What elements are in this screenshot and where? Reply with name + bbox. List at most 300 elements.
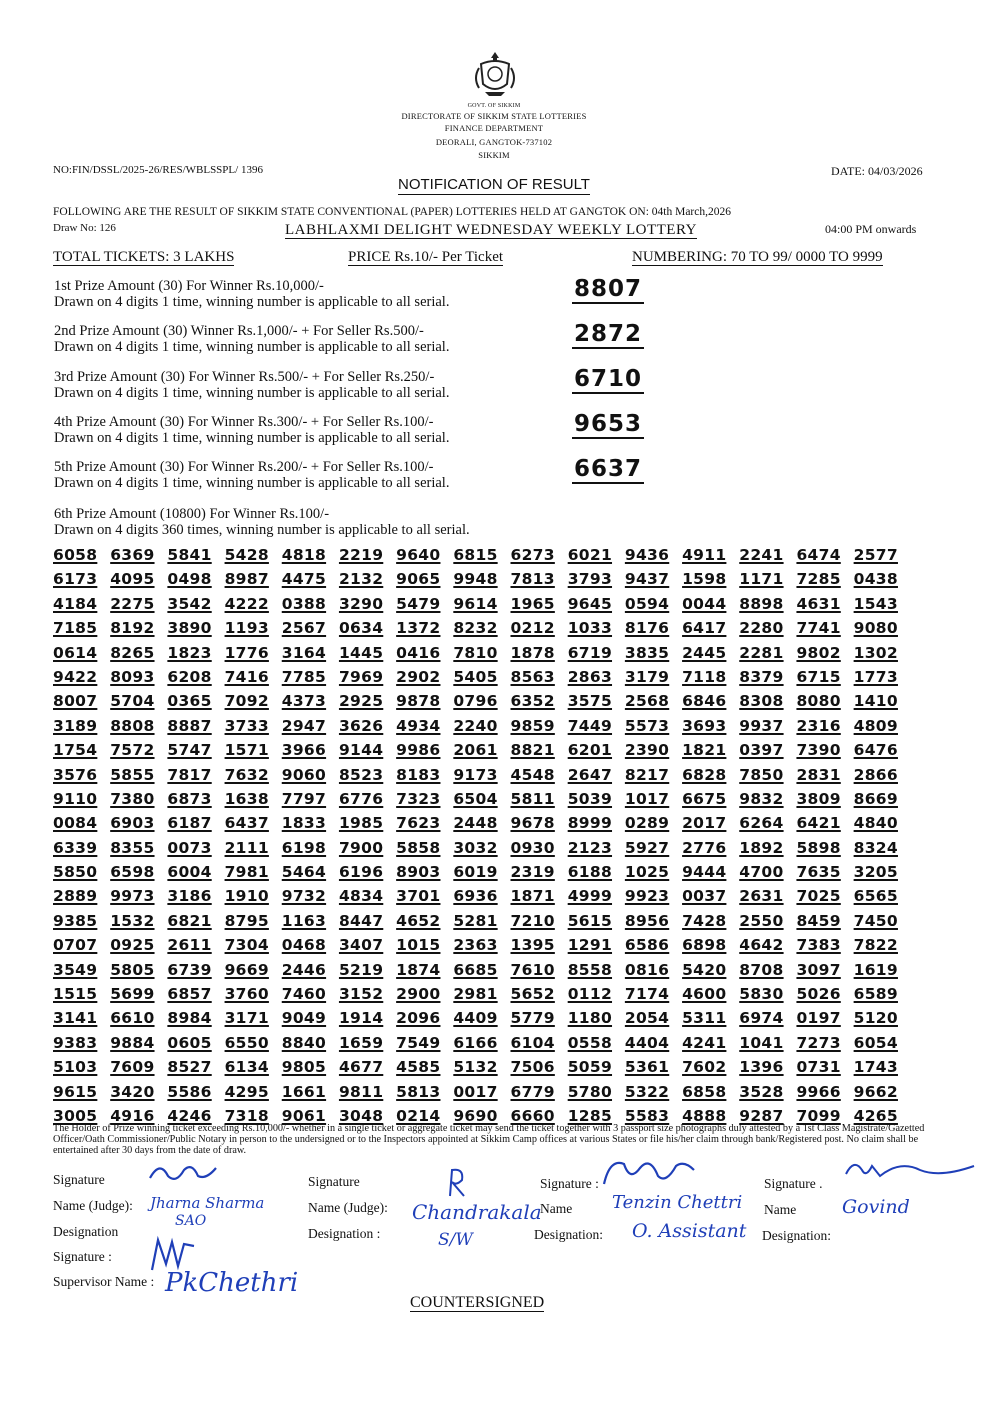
prize-6-number: 7428 bbox=[682, 911, 727, 930]
prize-6-number: 5704 bbox=[110, 692, 155, 711]
prize-6-number: 6821 bbox=[167, 911, 212, 930]
prize-6-number: 4095 bbox=[110, 570, 155, 589]
prize-6-number: 5850 bbox=[53, 863, 98, 882]
prize-6-number: 5464 bbox=[281, 863, 327, 882]
prize-6-number: 2219 bbox=[338, 546, 384, 564]
prize-6-number: 2280 bbox=[739, 619, 784, 638]
prize-6-number: 1823 bbox=[167, 643, 212, 662]
prize-6-number: 6476 bbox=[853, 741, 898, 760]
prize-6-number: 0214 bbox=[396, 1106, 441, 1125]
prize-6-number: 2889 bbox=[53, 887, 98, 906]
prize-6-number: 0558 bbox=[567, 1033, 613, 1052]
prize-6-number: 3549 bbox=[53, 960, 98, 979]
prize-6-number: 6715 bbox=[796, 667, 841, 686]
prize-6-number: 7785 bbox=[281, 667, 327, 686]
prize-6-number: 4888 bbox=[682, 1106, 727, 1125]
prize-6-number: 0037 bbox=[682, 887, 727, 906]
prize-6-number: 1396 bbox=[739, 1058, 784, 1077]
judge-3-designation-handwritten: O. Assistant bbox=[632, 1220, 747, 1242]
prize-2-description: 2nd Prize Amount (30) Winner Rs.1,000/- + For Seller Rs.500/- Drawn on 4 digits 1 time, winning number is applicable to all serial. bbox=[54, 323, 450, 355]
name-judge-label-1: Name (Judge): bbox=[53, 1198, 133, 1213]
name-label-4: Name bbox=[764, 1202, 797, 1217]
prize-6-number: 6873 bbox=[167, 789, 212, 808]
prize-6-number: 3793 bbox=[567, 570, 613, 589]
prize-6-number: 1661 bbox=[281, 1082, 327, 1101]
prize-6-number: 9065 bbox=[396, 570, 441, 589]
prize-6-number: 2111 bbox=[224, 838, 269, 857]
prize-6-number: 8708 bbox=[739, 960, 784, 979]
govt-emblem-icon bbox=[471, 50, 519, 104]
prize-6-number: 2567 bbox=[281, 619, 327, 638]
prize-6-number: 1543 bbox=[853, 594, 898, 613]
prize-6-number: 9937 bbox=[739, 716, 784, 735]
prize-6-number: 2611 bbox=[167, 936, 212, 955]
prize-6-number: 0468 bbox=[281, 936, 327, 955]
prize-6-number: 2363 bbox=[453, 936, 498, 955]
prize-6-number: 9948 bbox=[453, 570, 498, 589]
prize-6-number: 7635 bbox=[796, 863, 841, 882]
prize-6-number: 1017 bbox=[624, 789, 670, 808]
prize-6-number: 9878 bbox=[396, 692, 441, 711]
prize-6-number: 7817 bbox=[167, 765, 212, 784]
emblem-caption: GOVT. OF SIKKIM bbox=[467, 103, 521, 109]
prize-6-number: 0044 bbox=[682, 594, 727, 613]
prize-6-number: 8183 bbox=[396, 765, 441, 784]
header-line-directorate: DIRECTORATE OF SIKKIM STATE LOTTERIES bbox=[401, 111, 587, 121]
prize-6-number: 2061 bbox=[453, 741, 498, 760]
prize-6-number: 6858 bbox=[682, 1082, 727, 1101]
prize-6-number: 7460 bbox=[281, 985, 327, 1004]
prize-6-number: 9732 bbox=[281, 887, 327, 906]
prize-6-number: 9422 bbox=[53, 667, 98, 686]
draw-number: Draw No: 126 bbox=[53, 222, 116, 234]
prize-6-number: 6846 bbox=[682, 692, 727, 711]
prize-6-number: 4222 bbox=[224, 594, 269, 613]
prize-6-number: 6369 bbox=[110, 546, 155, 564]
prize-6-number: 9832 bbox=[739, 789, 784, 808]
prize-6-number: 7813 bbox=[510, 570, 555, 589]
prize-6-number: 5855 bbox=[110, 765, 155, 784]
prize-6-number: 7969 bbox=[338, 667, 384, 686]
prize-6-number: 3097 bbox=[796, 960, 841, 979]
prize-6-number: 8527 bbox=[167, 1058, 212, 1077]
prize-6-number: 3179 bbox=[624, 667, 670, 686]
judge-3-signature-scribble bbox=[600, 1154, 700, 1190]
prize-6-number: 6685 bbox=[453, 960, 498, 979]
prize-6-number: 9173 bbox=[453, 765, 498, 784]
prize-6-number: 4585 bbox=[396, 1058, 441, 1077]
judge-2-signature-scribble bbox=[444, 1166, 472, 1200]
designation-label-4: Designation: bbox=[762, 1228, 831, 1243]
prize-6-number: 5428 bbox=[224, 546, 269, 564]
prize-6-number: 2275 bbox=[110, 594, 155, 613]
prize-6-number: 4642 bbox=[739, 936, 784, 955]
prize-6-number: 6058 bbox=[53, 546, 98, 564]
prize-6-number: 3290 bbox=[338, 594, 384, 613]
prize-6-number: 5780 bbox=[567, 1082, 613, 1101]
prize-6-number: 0925 bbox=[110, 936, 155, 955]
prize-6-number: 5103 bbox=[53, 1058, 98, 1077]
judge-4-signature-scribble bbox=[840, 1156, 980, 1184]
prize-6-number: 2776 bbox=[682, 838, 727, 857]
prize-6-number: 0605 bbox=[167, 1033, 212, 1052]
prize-6-number: 5219 bbox=[338, 960, 384, 979]
prize-6-number: 2240 bbox=[453, 716, 498, 735]
prize-6-number: 7632 bbox=[224, 765, 269, 784]
prize-6-number: 1985 bbox=[338, 814, 384, 833]
prize-6-number: 9385 bbox=[53, 911, 98, 930]
lottery-name: LABHLAXMI DELIGHT WEDNESDAY WEEKLY LOTTERY bbox=[285, 222, 697, 238]
prize-6-number: 0365 bbox=[167, 692, 212, 711]
prize-6-number: 8324 bbox=[853, 838, 898, 857]
prize-6-number: 2281 bbox=[739, 643, 784, 662]
prize-6-number: 2866 bbox=[853, 765, 898, 784]
prize-6-number: 5405 bbox=[453, 667, 498, 686]
prize-6-number: 8898 bbox=[739, 594, 784, 613]
prize-6-number: 8232 bbox=[453, 619, 498, 638]
prize-6-number: 8355 bbox=[110, 838, 155, 857]
prize-6-number: 7572 bbox=[110, 741, 155, 760]
prize-6-number: 2863 bbox=[567, 667, 613, 686]
prize-6-number: 2831 bbox=[796, 765, 841, 784]
prize-6-number: 6660 bbox=[510, 1106, 555, 1125]
prize-6-number: 3420 bbox=[110, 1082, 155, 1101]
prize-6-number: 6815 bbox=[453, 546, 498, 564]
prize-6-number: 1743 bbox=[853, 1058, 898, 1077]
prize-6-number: 9662 bbox=[853, 1082, 898, 1101]
prize-6-number: 9640 bbox=[396, 546, 441, 564]
prize-6-number: 8840 bbox=[281, 1033, 327, 1052]
prize-6-number: 7810 bbox=[453, 643, 498, 662]
prize-6-number: 2017 bbox=[682, 814, 727, 833]
prize-6-number: 8176 bbox=[624, 619, 670, 638]
prize-6-number: 1914 bbox=[338, 1009, 384, 1028]
prize-6-number: 6004 bbox=[167, 863, 212, 882]
prize-6-number: 6898 bbox=[682, 936, 727, 955]
prize-6-number: 8447 bbox=[338, 911, 384, 930]
prize-6-number: 2577 bbox=[853, 546, 898, 564]
prize-6-number: 7549 bbox=[396, 1033, 441, 1052]
prize-6-number: 5615 bbox=[567, 911, 613, 930]
prize-6-number: 7273 bbox=[796, 1033, 841, 1052]
prize-6-number: 9287 bbox=[739, 1106, 784, 1125]
prize-6-number: 6104 bbox=[510, 1033, 555, 1052]
prize-6-number: 1163 bbox=[281, 911, 327, 930]
prize-6-number: 5652 bbox=[510, 985, 555, 1004]
prize-6-number: 8887 bbox=[167, 716, 212, 735]
prize-6-number: 3576 bbox=[53, 765, 98, 784]
prize-6-number: 8903 bbox=[396, 863, 441, 882]
prize-6-number: 9615 bbox=[53, 1082, 98, 1101]
prize-6-number: 8821 bbox=[510, 741, 555, 760]
prize-6-number: 0634 bbox=[338, 619, 384, 638]
prize-6-number: 9859 bbox=[510, 716, 555, 735]
prize-6-number: 4916 bbox=[110, 1106, 155, 1125]
prize-6-number: 6198 bbox=[281, 838, 327, 857]
prize-6-number: 9437 bbox=[624, 570, 670, 589]
prize-6-number: 0930 bbox=[510, 838, 555, 857]
prize-6-number: 6437 bbox=[224, 814, 269, 833]
prize-6-number: 1965 bbox=[510, 594, 555, 613]
prize-6-number: 2925 bbox=[338, 692, 384, 711]
prize-6-number: 2568 bbox=[624, 692, 670, 711]
prize-6-number: 9080 bbox=[853, 619, 898, 638]
prize-6-number: 0084 bbox=[53, 814, 98, 833]
prize-6-number: 7797 bbox=[281, 789, 327, 808]
prize-6-number: 5420 bbox=[682, 960, 727, 979]
prize-6-number: 9061 bbox=[281, 1106, 327, 1125]
prize-6-number: 8795 bbox=[224, 911, 269, 930]
prize-6-number: 2631 bbox=[739, 887, 784, 906]
prize-6-number: 5026 bbox=[796, 985, 841, 1004]
prize-6-number: 6173 bbox=[53, 570, 98, 589]
prize-6-number: 0416 bbox=[396, 643, 441, 662]
prize-6-number: 3407 bbox=[338, 936, 384, 955]
prize-6-number: 9444 bbox=[682, 863, 727, 882]
prize-6-number: 4700 bbox=[739, 863, 784, 882]
prize-6-number: 3189 bbox=[53, 716, 98, 735]
prize-6-number: 0388 bbox=[281, 594, 327, 613]
prize-6-number: 4600 bbox=[682, 985, 727, 1004]
prize-6-number: 7609 bbox=[110, 1058, 155, 1077]
prize-6-number: 3205 bbox=[853, 863, 898, 882]
prize-6-number: 6857 bbox=[167, 985, 212, 1004]
prize-6-number: 6201 bbox=[567, 741, 613, 760]
prize-6-number: 3542 bbox=[167, 594, 212, 613]
prize-6-number: 6021 bbox=[567, 546, 613, 564]
signature-label-supervisor: Signature : bbox=[53, 1249, 112, 1264]
designation-label-3: Designation: bbox=[534, 1227, 603, 1242]
prize-6-number: 2132 bbox=[338, 570, 384, 589]
prize-6-number: 7450 bbox=[853, 911, 898, 930]
prize-6-number: 1821 bbox=[682, 741, 727, 760]
prize-6-number: 8217 bbox=[624, 765, 670, 784]
prize-6-number: 4911 bbox=[682, 546, 727, 564]
judge-4-name-handwritten: Govind bbox=[842, 1196, 910, 1218]
prize-6-number: 7610 bbox=[510, 960, 555, 979]
prize-6-number: 2900 bbox=[396, 985, 441, 1004]
prize-6-number: 5841 bbox=[167, 546, 212, 564]
prize-6-number: 6739 bbox=[167, 960, 212, 979]
prize-6-number: 4999 bbox=[567, 887, 613, 906]
prize-6-number: 9973 bbox=[110, 887, 155, 906]
prize-6-number: 6589 bbox=[853, 985, 898, 1004]
prize-6-number: 9966 bbox=[796, 1082, 841, 1101]
prize-6-number: 4373 bbox=[281, 692, 327, 711]
prize-6-number: 1302 bbox=[853, 643, 898, 662]
prize-6-number: 4840 bbox=[853, 814, 898, 833]
prize-6-number: 4475 bbox=[281, 570, 327, 589]
prize-6-number: 1773 bbox=[853, 667, 898, 686]
prize-6-number: 7822 bbox=[853, 936, 898, 955]
prize-6-number: 5699 bbox=[110, 985, 155, 1004]
prize-6-number: 9383 bbox=[53, 1033, 98, 1052]
prize-6-number: 2316 bbox=[796, 716, 841, 735]
prize-6-number: 2319 bbox=[510, 863, 555, 882]
prize-6-number: 9986 bbox=[396, 741, 441, 760]
prize-6-number: 2123 bbox=[567, 838, 613, 857]
page-title: NOTIFICATION OF RESULT bbox=[398, 176, 590, 193]
total-tickets: TOTAL TICKETS: 3 LAKHS bbox=[53, 249, 235, 265]
prize-6-number: 7602 bbox=[682, 1058, 727, 1077]
prize-6-number: 0438 bbox=[853, 570, 898, 589]
prize-6-number: 7285 bbox=[796, 570, 841, 589]
prize-6-number: 6208 bbox=[167, 667, 212, 686]
prize-6-number: 5059 bbox=[567, 1058, 613, 1077]
prize-6-number: 6776 bbox=[338, 789, 384, 808]
prize-6-number: 1571 bbox=[224, 741, 269, 760]
prize-6-number: 5361 bbox=[624, 1058, 670, 1077]
prize-6-number: 3164 bbox=[281, 643, 327, 662]
judge-2-name-handwritten: Chandrakala bbox=[412, 1200, 542, 1224]
prize-6-number: 9884 bbox=[110, 1033, 155, 1052]
prize-4-description: 4th Prize Amount (30) For Winner Rs.300/- + For Seller Rs.100/- Drawn on 4 digits 1 time, winning number is applicable to all serial. bbox=[54, 414, 450, 446]
prize-6-number: 6719 bbox=[567, 643, 613, 662]
prize-6-number: 6474 bbox=[796, 546, 841, 564]
prize-6-number: 9923 bbox=[624, 887, 670, 906]
prize-6-number: 4677 bbox=[338, 1058, 384, 1077]
prize-6-number: 7025 bbox=[796, 887, 841, 906]
prize-6-number: 0073 bbox=[167, 838, 212, 857]
prize-6-number: 3809 bbox=[796, 789, 841, 808]
prize-6-number: 2550 bbox=[739, 911, 784, 930]
prize-6-number: 5281 bbox=[453, 911, 498, 930]
prize-6-number: 4295 bbox=[224, 1082, 269, 1101]
prize-6-number: 9811 bbox=[338, 1082, 384, 1101]
prize-6-number: 5747 bbox=[167, 741, 212, 760]
prize-6-number: 6339 bbox=[53, 838, 98, 857]
prize-6-number: 2096 bbox=[396, 1009, 441, 1028]
ticket-price: PRICE Rs.10/- Per Ticket bbox=[348, 249, 504, 265]
prize-6-number: 1395 bbox=[510, 936, 555, 955]
designation-label-1: Designation bbox=[53, 1224, 119, 1239]
prize-6-number: 2054 bbox=[624, 1009, 670, 1028]
prize-6-number: 6610 bbox=[110, 1009, 155, 1028]
prize-6-number: 7099 bbox=[796, 1106, 841, 1125]
prize-6-number: 7210 bbox=[510, 911, 555, 930]
prize-6-number: 6421 bbox=[796, 814, 841, 833]
prize-6-number: 8984 bbox=[167, 1009, 212, 1028]
prize-6-number: 6187 bbox=[167, 814, 212, 833]
header-line-address: DEORALI, GANGTOK-737102 bbox=[435, 137, 553, 147]
name-label-3: Name bbox=[540, 1201, 573, 1216]
prize-6-number: 1033 bbox=[567, 619, 613, 638]
prize-6-number: 7323 bbox=[396, 789, 441, 808]
prize-6-number: 9669 bbox=[224, 960, 269, 979]
prize-6-number: 9110 bbox=[53, 789, 98, 808]
prize-6-number: 0397 bbox=[739, 741, 784, 760]
prize-6-number: 8007 bbox=[53, 692, 98, 711]
judge-1-signature-scribble bbox=[146, 1158, 226, 1186]
supervisor-name-handwritten: PkChethri bbox=[165, 1268, 299, 1298]
prize-6-number: 8808 bbox=[110, 716, 155, 735]
prize-6-description: 6th Prize Amount (10800) For Winner Rs.100/- Drawn on 4 digits 360 times, winning number is applicable to all serial. bbox=[54, 506, 470, 538]
prize-6-number: 6598 bbox=[110, 863, 155, 882]
prize-6-number: 0816 bbox=[624, 960, 670, 979]
prize-6-number: 5120 bbox=[853, 1009, 898, 1028]
prize-6-number: 1193 bbox=[224, 619, 269, 638]
prize-6-number: 1445 bbox=[338, 643, 384, 662]
prize-6-number: 9805 bbox=[281, 1058, 327, 1077]
prize-6-number: 6504 bbox=[453, 789, 498, 808]
judge-1-name-handwritten: Jharna Sharma bbox=[150, 1194, 265, 1212]
prize-6-number: 0614 bbox=[53, 643, 98, 662]
header-line-department: FINANCE DEPARTMENT bbox=[444, 123, 544, 133]
prize-6-number: 1410 bbox=[853, 692, 898, 711]
prize-6-number: 9436 bbox=[624, 546, 670, 564]
name-judge-label-2: Name (Judge): bbox=[308, 1200, 388, 1215]
prize-6-number: 6417 bbox=[682, 619, 727, 638]
prize-6-number: 1372 bbox=[396, 619, 441, 638]
prize-6-number: 9144 bbox=[338, 741, 384, 760]
prize-6-number: 0731 bbox=[796, 1058, 841, 1077]
prize-6-number: 1892 bbox=[739, 838, 784, 857]
prize-6-number: 4409 bbox=[453, 1009, 498, 1028]
prize-6-number: 2947 bbox=[281, 716, 327, 735]
prize-6-number: 5479 bbox=[396, 594, 441, 613]
prize-6-number: 6273 bbox=[510, 546, 555, 564]
prize-6-number: 0707 bbox=[53, 936, 98, 955]
prize-6-number: 6264 bbox=[739, 814, 784, 833]
prize-6-number: 7449 bbox=[567, 716, 613, 735]
signature-label-2: Signature bbox=[308, 1174, 360, 1189]
supervisor-name-label: Supervisor Name : bbox=[53, 1274, 155, 1289]
prize-6-number: 9802 bbox=[796, 643, 841, 662]
prize-6-number: 8308 bbox=[739, 692, 784, 711]
prize-6-number: 0112 bbox=[567, 985, 613, 1004]
prize-6-number: 8093 bbox=[110, 667, 155, 686]
prize-6-number: 8999 bbox=[567, 814, 613, 833]
prize-6-number: 5311 bbox=[682, 1009, 727, 1028]
prize-6-number: 7380 bbox=[110, 789, 155, 808]
prize-6-number: 8956 bbox=[624, 911, 670, 930]
prize-5-description: 5th Prize Amount (30) For Winner Rs.200/- + For Seller Rs.100/- Drawn on 4 digits 1 time, winning number is applicable to all serial. bbox=[54, 459, 450, 491]
prize-5-winning-number: 6637 bbox=[573, 456, 642, 482]
prize-6-number: 2445 bbox=[682, 643, 727, 662]
prize-6-number: 0197 bbox=[796, 1009, 841, 1028]
prize-6-number: 5927 bbox=[624, 838, 670, 857]
prize-6-number: 1171 bbox=[739, 570, 784, 589]
prize-6-number: 6828 bbox=[682, 765, 727, 784]
prize-6-number: 6166 bbox=[453, 1033, 498, 1052]
intro-text: FOLLOWING ARE THE RESULT OF SIKKIM STATE CONVENTIONAL (PAPER) LOTTERIES HELD AT GANGTOK ON: 04th March,2026 bbox=[53, 206, 731, 218]
prize-6-number: 7900 bbox=[338, 838, 384, 857]
prize-6-number: 2981 bbox=[453, 985, 498, 1004]
prize-6-number: 1015 bbox=[396, 936, 441, 955]
prize-6-number: 8558 bbox=[567, 960, 613, 979]
prize-6-number: 4631 bbox=[796, 594, 841, 613]
prize-6-number: 3005 bbox=[53, 1106, 98, 1125]
prize-6-number: 4404 bbox=[624, 1033, 670, 1052]
prize-6-number: 7318 bbox=[224, 1106, 269, 1125]
prize-6-number: 4834 bbox=[338, 887, 384, 906]
prize-6-number: 5779 bbox=[510, 1009, 555, 1028]
prize-6-number: 6054 bbox=[853, 1033, 898, 1052]
prize-6-number: 4934 bbox=[396, 716, 441, 735]
draw-time: 04:00 PM onwards bbox=[825, 222, 917, 236]
prize-6-number: 9614 bbox=[453, 594, 498, 613]
prize-6-number: 3032 bbox=[453, 838, 498, 857]
prize-6-number: 7390 bbox=[796, 741, 841, 760]
prize-6-number: 7185 bbox=[53, 619, 98, 638]
prize-6-number: 5858 bbox=[396, 838, 441, 857]
prize-6-number: 6903 bbox=[110, 814, 155, 833]
prize-6-number: 3733 bbox=[224, 716, 269, 735]
prize-6-number: 1285 bbox=[567, 1106, 613, 1125]
header-line-state: SIKKIM bbox=[478, 150, 510, 160]
prize-6-number: 0289 bbox=[624, 814, 670, 833]
prize-6-number: 7092 bbox=[224, 692, 269, 711]
